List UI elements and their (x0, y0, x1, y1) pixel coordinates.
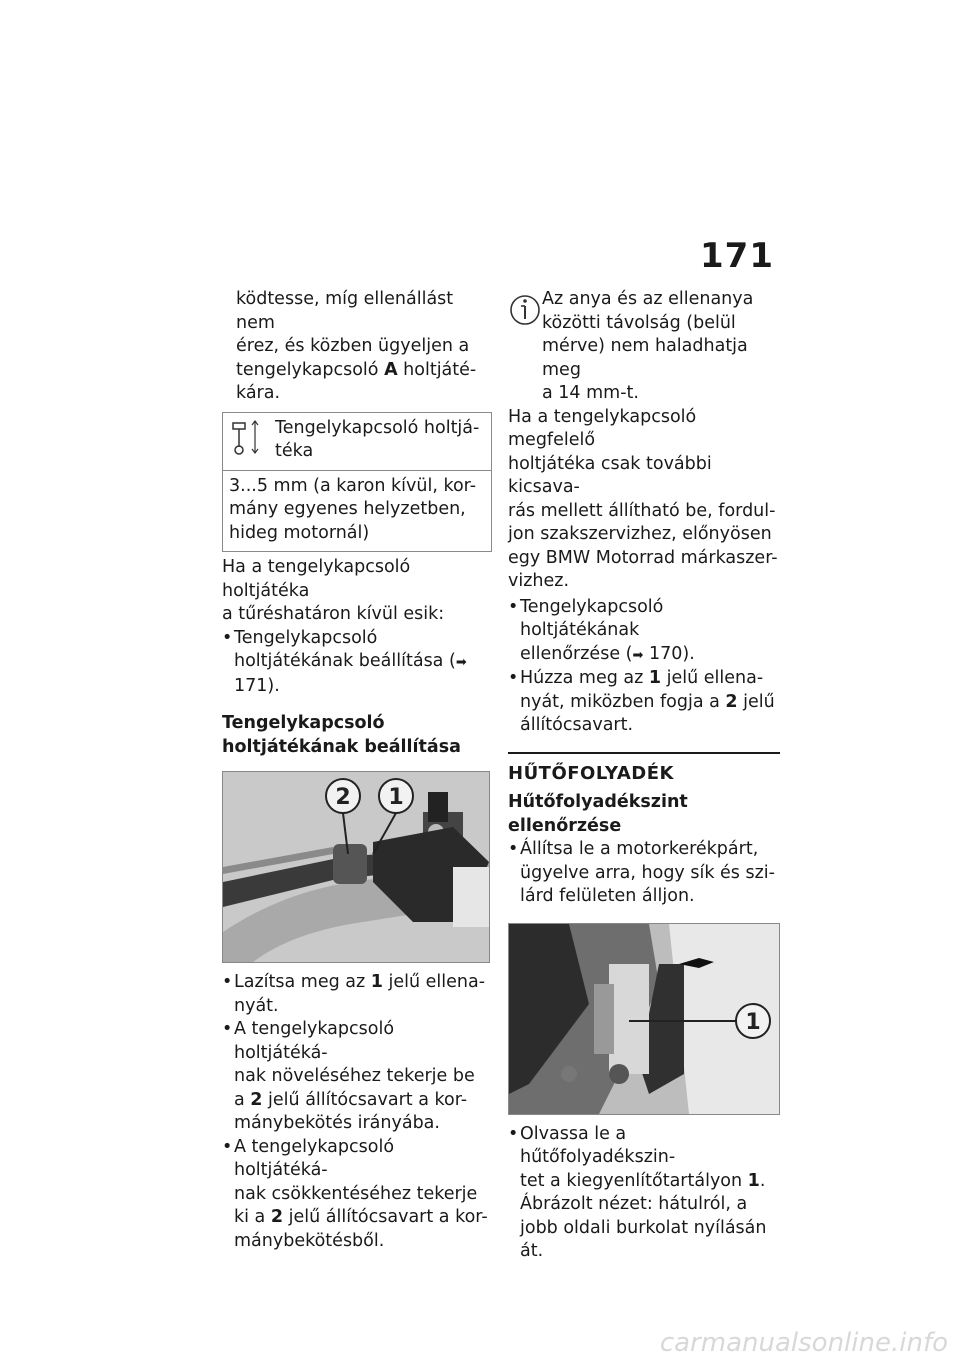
spec-header (223, 413, 491, 471)
page-ref-arrow-icon: ➡ (455, 655, 467, 670)
list-item: • Olvassa le a hűtőfolyadékszin- tet a kiegyenlítőtartályon 1. Ábrázolt nézet: hátulról, a jobb oldali burkolat nyílásán át. (508, 1123, 780, 1264)
right-column (508, 288, 780, 1264)
info-note (508, 288, 780, 406)
bullet-icon: • (222, 627, 233, 648)
page-ref[interactable]: 170 (648, 643, 683, 664)
page-ref[interactable]: 171 (234, 675, 268, 696)
list-item: • Állítsa le a motorkerékpárt, ügyelve arra, hogy sík és szi- lárd felületen álljon. (508, 838, 780, 909)
tolerance-text: Ha a tengelykapcsoló holtjátéka a tűréshatáron kívül esik: (222, 557, 445, 624)
intro-paragraph: ködtesse, míg ellenállást nem érez, és közben ügyeljen a tengelykapcsoló A holtjáté- kára. (236, 289, 477, 403)
watermark: carmanualsonline.info (659, 1328, 948, 1358)
left-column (222, 288, 492, 1253)
bullet-icon: • (222, 1019, 233, 1039)
subheading: Hűtőfolyadékszint ellenőrzése (508, 792, 688, 836)
bullet-icon: • (222, 972, 233, 992)
spec-table (222, 412, 492, 553)
spec-title: Tengelykapcsoló holtjá- téka (275, 417, 480, 461)
info-icon (508, 288, 542, 328)
list-item: • Lazítsa meg az 1 jelű ellena- nyát. (222, 971, 492, 1018)
section-title: HŰTŐFOLYADÉK (508, 762, 674, 784)
figure-label-1: 1 (745, 1009, 761, 1035)
page-ref-arrow-icon: ➡ (632, 647, 644, 663)
bullet-icon: • (222, 1136, 233, 1157)
list-item: • A tengelykapcsoló holtjátéká- nak növeléséhez tekerje be a 2 jelű állítócsavart a kor- mánybekötés irányába. (222, 1018, 492, 1136)
coolant-reservoir-figure (508, 923, 780, 1115)
page-number: 171 (700, 236, 774, 276)
bullet-icon: • (508, 1123, 519, 1144)
section-divider (508, 752, 780, 786)
clutch-adjuster-illustration (223, 772, 489, 962)
bullet-icon: • (508, 839, 519, 859)
section-heading: Tengelykapcsoló holtjátékának beállítása (222, 713, 461, 757)
list-item: • Húzza meg az 1 jelű ellena- nyát, miközben fogja a 2 jelű állítócsavart. (508, 667, 780, 738)
bullet-icon: • (508, 668, 519, 688)
paragraph: Ha a tengelykapcsoló megfelelő holtjátéka csak további kicsava- rás mellett állítható be, fordul- jon szakszervizhez, előnyösen egy BMW Motorrad márkaszer- vizhez. (508, 406, 778, 591)
clutch-adjuster-figure (222, 771, 490, 963)
bullet-icon: • (508, 596, 519, 617)
coolant-reservoir-illustration (509, 924, 779, 1114)
figure-label-1: 1 (388, 785, 404, 810)
spec-value: 3...5 mm (a karon kívül, kor- mány egyenes helyzetben, hideg motornál) (229, 475, 477, 543)
list-item: • Tengelykapcsoló holtjátékának beállítása (➡ 171). (222, 627, 492, 699)
note-text: Az anya és az ellenanya közötti távolság (belül mérve) nem haladhatja meg a 14 mm-t. (542, 289, 754, 403)
figure-label-2: 2 (335, 785, 351, 810)
clutch-lever-play-icon (229, 417, 263, 457)
list-item: • A tengelykapcsoló holtjátéká- nak csökkentéséhez tekerje ki a 2 jelű állítócsavart a kor- mánybekötésből. (222, 1136, 492, 1254)
list-item: • Tengelykapcsoló holtjátékának ellenőrzése (➡ 170). (508, 596, 780, 668)
